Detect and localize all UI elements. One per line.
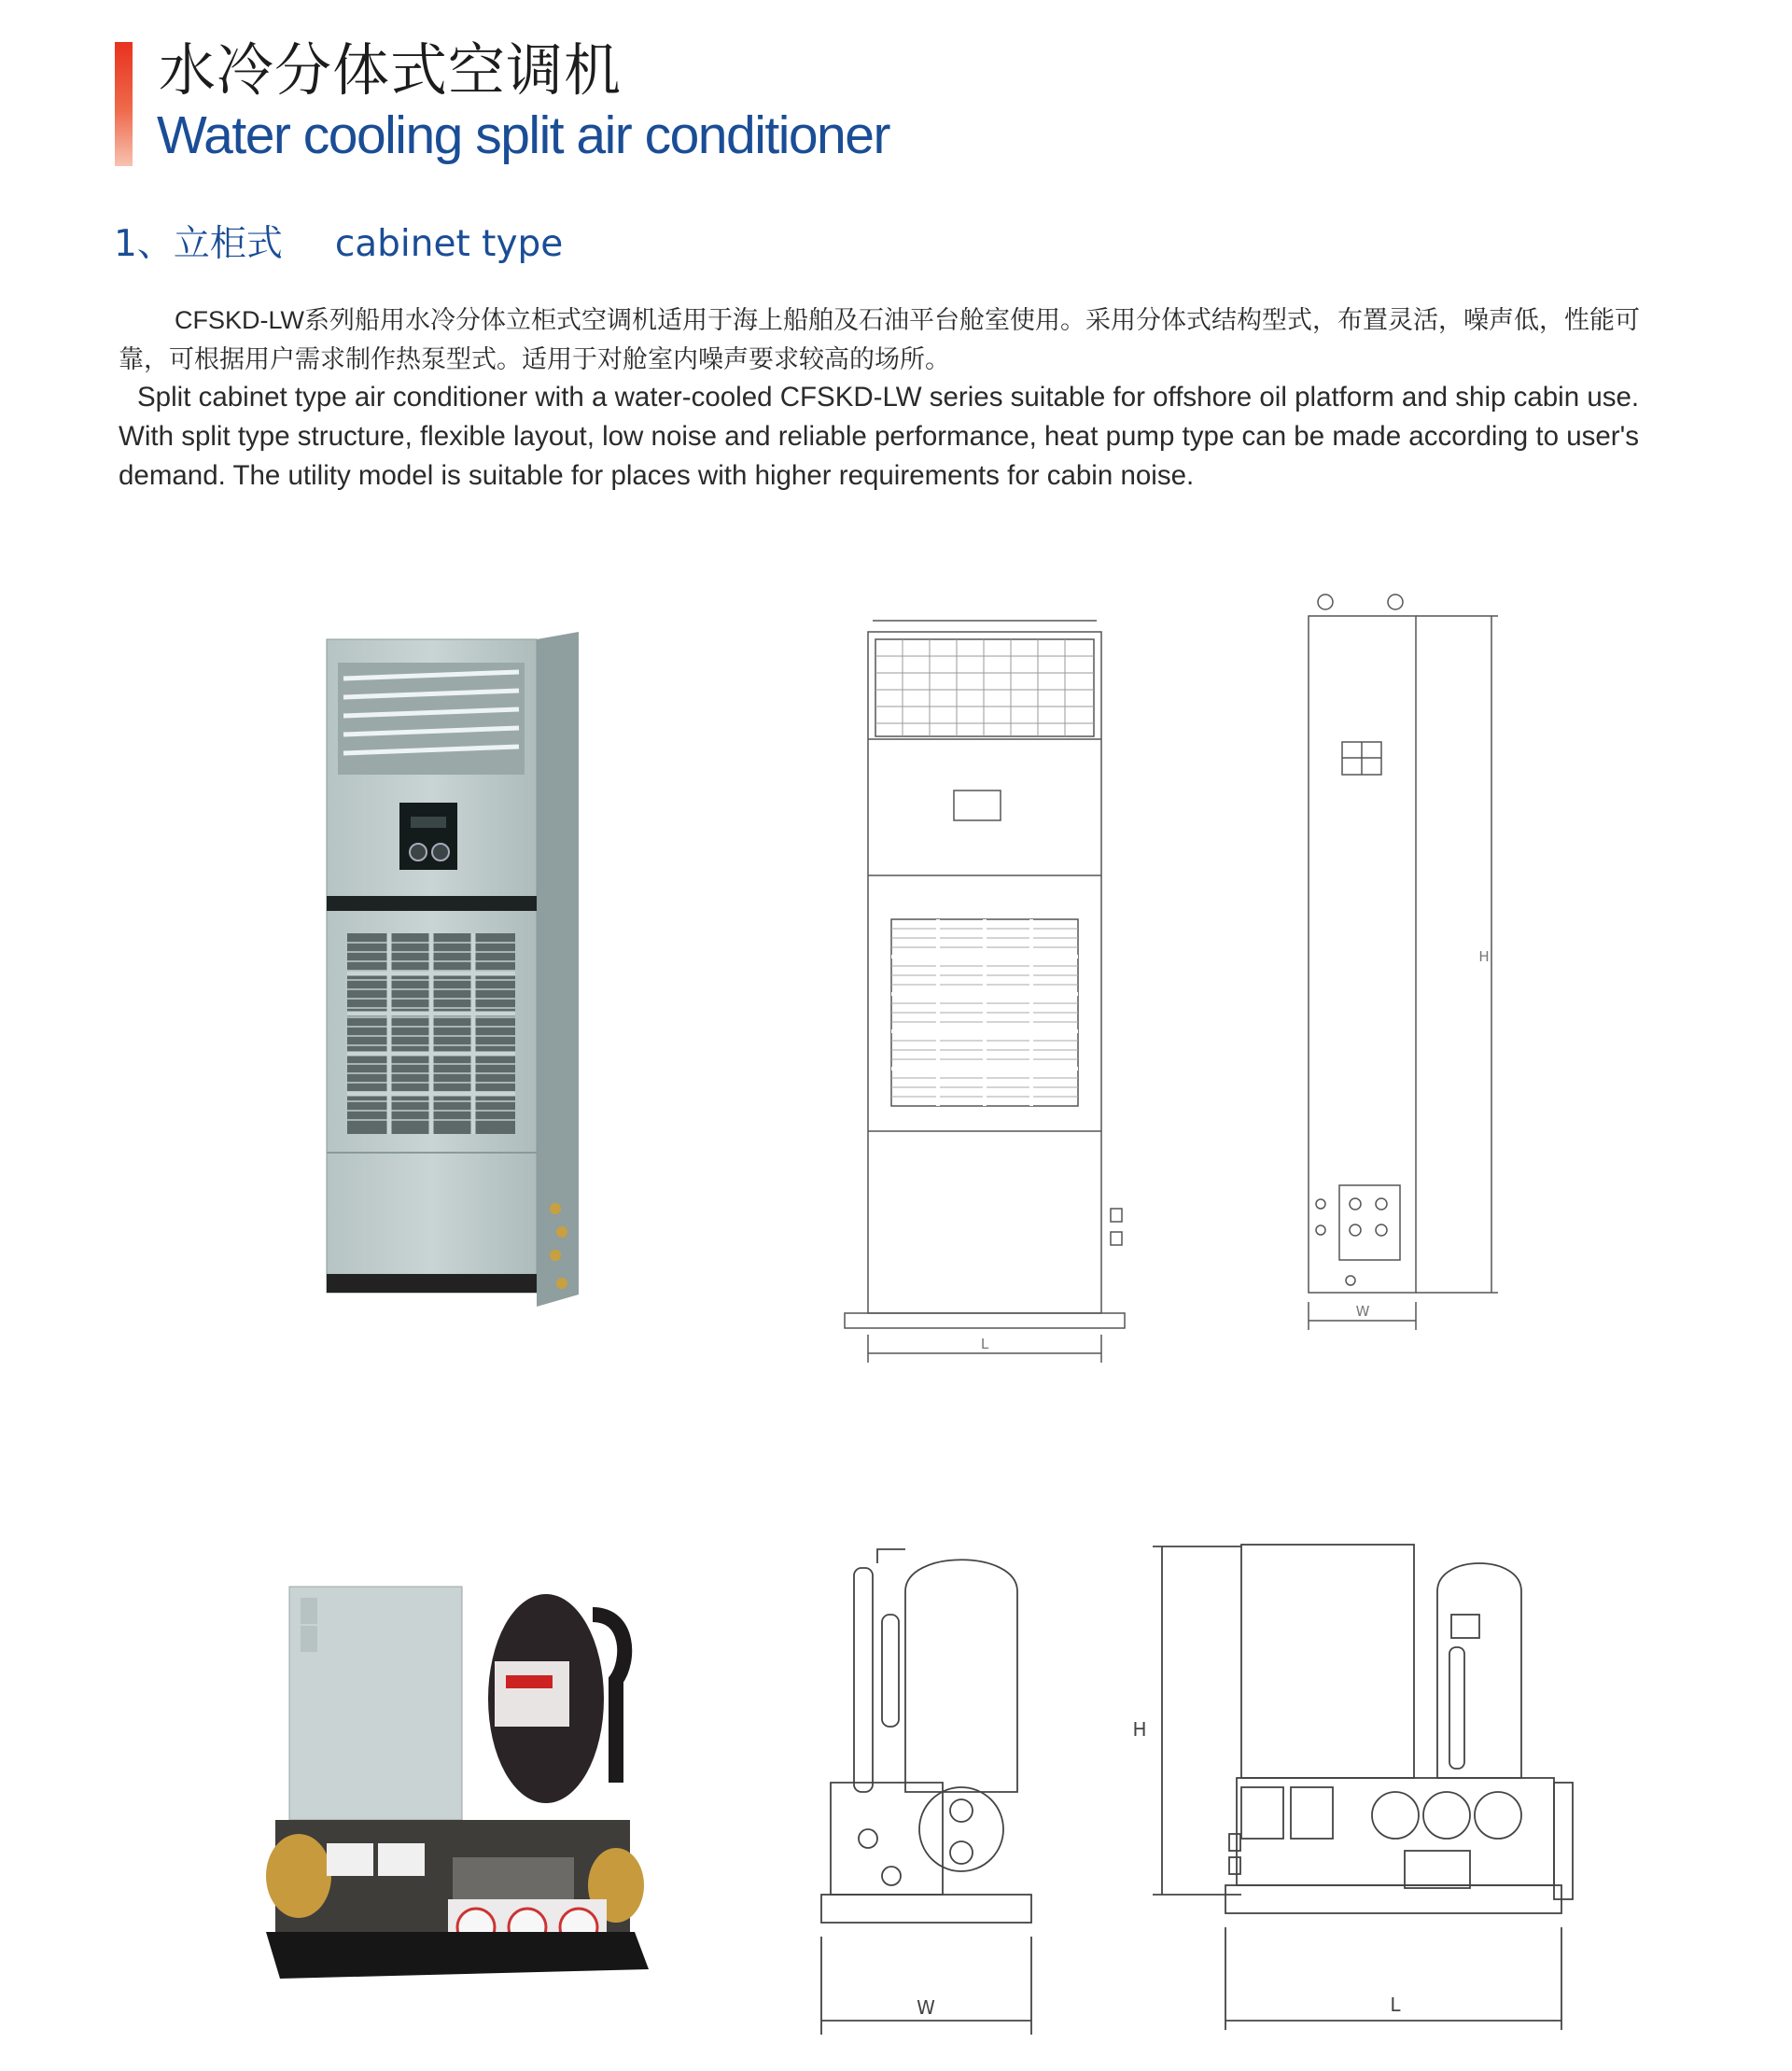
description-chinese: CFSKD-LW系列船用水冷分体立柜式空调机适用于海上船舶及石油平台舱室使用。采用分体式结构型式，布置灵活，噪声低，性能可靠，可根据用户需求制作热泵型式。适用于对舱室内噪声要求较高的场所。 bbox=[119, 306, 1640, 373]
description-english: Split cabinet type air conditioner with a water-cooled CFSKD-LW series suitable for offshore oil platform and ship cabin use. With split type structure, flexible layout, low noise and reliable performance, heat pump type can be made according to user's demand. The utility model is suitable for places with higher requirements for cabin noise. bbox=[119, 382, 1640, 491]
title-accent-bar bbox=[115, 42, 133, 166]
cabinet-side-width-label: W bbox=[1355, 1303, 1370, 1320]
cabinet-front-length-label: L bbox=[980, 1336, 989, 1352]
condensing-unit-photo bbox=[261, 1577, 653, 1983]
cabinet-unit-photo bbox=[317, 630, 597, 1316]
page-title-chinese: 水冷分体式空调机 bbox=[159, 37, 623, 104]
unit-front-length-label: L bbox=[1390, 1994, 1401, 2016]
cabinet-front-drawing bbox=[831, 611, 1153, 1372]
unit-side-width-label: W bbox=[917, 1996, 935, 2019]
section-heading-chinese: 1、立柜式 bbox=[114, 223, 283, 265]
unit-front-height-label: H bbox=[1132, 1718, 1147, 1741]
section-heading bbox=[114, 220, 563, 269]
condensing-unit-side-drawing bbox=[812, 1540, 1059, 2044]
page-title-english: Water cooling split air conditioner bbox=[157, 105, 889, 165]
cabinet-side-drawing bbox=[1297, 588, 1521, 1377]
section-heading-english: cabinet type bbox=[334, 223, 564, 265]
condensing-unit-front-drawing bbox=[1125, 1535, 1615, 2044]
cabinet-side-height-label: H bbox=[1478, 948, 1490, 965]
